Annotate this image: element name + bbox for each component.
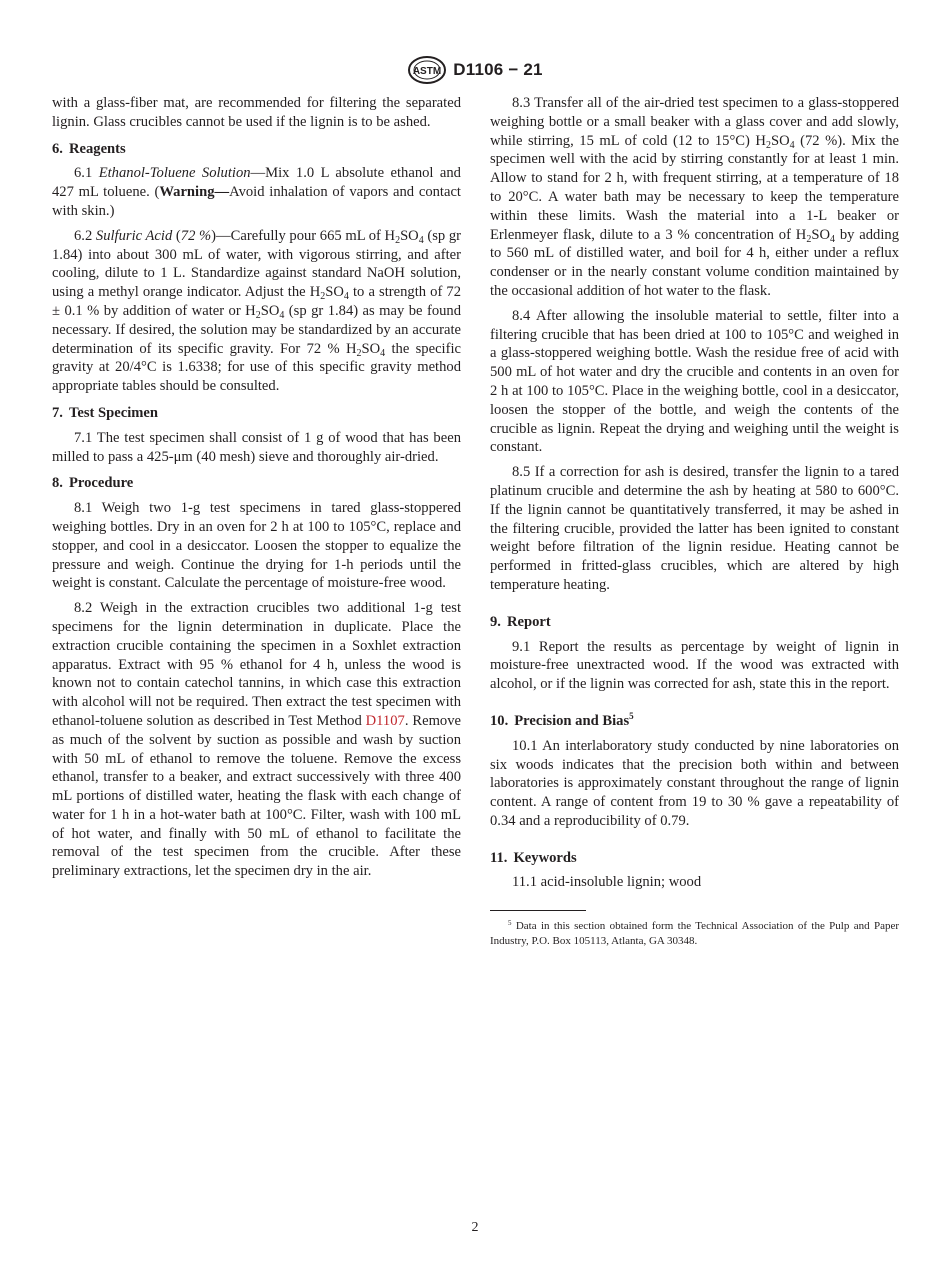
page-header (0, 54, 950, 86)
right-column (490, 94, 899, 949)
astm-logo-text: ASTM (413, 66, 442, 77)
astm-logo-icon (407, 55, 447, 85)
paragraph-8-2: 8.2 Weigh in the extraction crucibles two additional 1-g test specimens for the lignin determination in duplicate. Place the extraction crucible containing the specimen in a Soxhlet extraction apparatus. Extract with 95 % ethanol for 4 h, unless the wood is known not to contain catechol tannins, in which case this extraction with alcohol will not be required. Then extract the test specimen with ethanol-toluene solution as described in Test Method D1107. Remove as much of the solvent by suction as possible and wash by suction with 50 mL of ethanol to remove the toluene. Remove the excess ethanol, transfer to a beaker, and extract successively with three 400 mL portions of distilled water, heating the flask with each change of water for 1 h in a hot-water bath at 100°C. Filter, wash with 100 mL of hot water, and finally with 50 mL of ethanol to facilitate the removal of the test specimen from the crucible. After these preliminary extractions, let the specimen dry in the air. (52, 600, 461, 880)
section-7-heading: 7. Test Specimen (52, 404, 159, 421)
d1107-link[interactable]: D1107 (365, 712, 405, 729)
paragraph-6-2: 6.2 Sulfuric Acid (72 %)—Carefully pour 665 mL of $H_2SO_4$ (sp gr 1.84) into about 300 mL of water, with vigorous stirring, and after cooling, dilute to 1 L. Standardize against standard NaOH solution, using a methyl orange indicator. Adjust the $H_2SO_4$ to a strength of 72 ± 0.1 % by addition of water or $H_2SO_4$ (sp gr 1.84) as may be found necessary. If desired, the solution may be standardized by an accurate determination of its specific gravity. For 72 % $H_2SO_4$ the specific gravity at 20/4°C is 1.6338; for use of this specific gravity method appropriate tables should be consulted. (52, 227, 462, 395)
section-11-heading: 11. Keywords (490, 849, 577, 866)
paragraph-7-1: 7.1 The test specimen shall consist of 1 g of wood that has been milled to pass a 425-μm (40 mesh) sieve and thoroughly air-dried. (52, 429, 461, 465)
footnote-ref[interactable]: 5 (629, 710, 634, 721)
paragraph-8-4: 8.4 After allowing the insoluble material to settle, filter into a filtering crucible that has been dried at 100 to 105°C and weighed in a glass-stoppered weighing bottle. Wash the residue free of acid with 500 mL of hot water and dry the crucible and contents in an oven for 2 h at 100 to 105°C. Place in the weighing bottle, cool in a desiccator, loosen the stopper of the bottle, and weigh the contents of the crucible as lignin. Repeat the drying and weighing until the weight is constant. (490, 307, 899, 456)
paragraph-10-1: 10.1 An interlaboratory study conducted by nine laboratories on six woods indicates that the precision both within and between laboratories is approximately constant throughout the range of lignin content. A range of content from 19 to 30 % gave a repeatability of 0.34 and a reproducibility of 0.79. (490, 737, 899, 829)
left-column (52, 94, 461, 887)
footnote-divider (490, 910, 586, 911)
paragraph-8-1: 8.1 Weigh two 1-g test specimens in tared glass-stoppered weighing bottles. Dry in an oven for 2 h at 100 to 105°C, replace and stopper, and cool in a desiccator. Loosen the stopper to equalize the pressure and weigh. Continue the drying for 1-h periods until the weight is constant. Calculate the percentage of moisture-free wood. (52, 500, 461, 592)
footnote-5: $^5$ Data in this section obtained form the Technical Association of the Pulp and Paper Industry, P.O. Box 105113, Atlanta, GA 30348. (490, 919, 900, 948)
page-number: 2 (471, 1220, 479, 1235)
paragraph-9-1: 9.1 Report the results as percentage by weight of lignin in moisture-free unextracted wood. If the wood was extracted with alcohol, or if the lignin was corrected for ash, state this in the report. (490, 638, 899, 693)
document-designation: D1106 − 21 (453, 60, 543, 79)
continued-paragraph: with a glass-fiber mat, are recommended for filtering the separated lignin. Glass crucibles cannot be used if the lignin is to be ashed. (52, 95, 461, 130)
paragraph-8-5: 8.5 If a correction for ash is desired, transfer the lignin to a tared platinum crucible and determine the ash by heating at 580 to 600°C. If the lignin cannot be quantitatively transferred, it may be ashed in the filtering crucible, provided the latter has been ignited to constant weight before filtration of the lignin residue. Heating cannot be performed in fritted-glass crucibles, which are altered by high temperature heating. (490, 464, 899, 593)
paragraph-11-1: 11.1 acid-insoluble lignin; wood (512, 874, 702, 891)
section-9-heading: 9. Report (490, 613, 551, 630)
section-8-heading: 8. Procedure (52, 475, 134, 492)
paragraph-8-3: 8.3 Transfer all of the air-dried test specimen to a glass-stoppered weighing bottle or a small beaker with a glass cover and add slowly, while stirring, 15 mL of cold (12 to 15°C) $H_2SO_4$ (72 %). Mix the specimen well with the acid by stirring constantly for at least 1 min. Allow to stand for 2 h, with frequent stirring, at a temperature of 18 to 20°C. A water bath may be necessary to keep the temperature within these limits. Wash the material into a 1-L beaker or Erlenmeyer flask, dilute to a 3 % concentration of $H_2SO_4$ by adding to 560 mL of distilled water, and boil for 4 h, either under a reflux condenser or in the nearly constant volume condition maintained by the occasional addition of hot water to the flask. (490, 95, 899, 299)
paragraph-6-1: 6.1 Ethanol-Toluene Solution—Mix 1.0 L absolute ethanol and 427 mL toluene. (Warning—Avoid inhalation of vapors and contact with skin.) (52, 165, 461, 219)
section-6-heading: 6. Reagents (52, 140, 126, 157)
section-10-heading: 10. Precision and Bias$^5$ (490, 710, 634, 729)
